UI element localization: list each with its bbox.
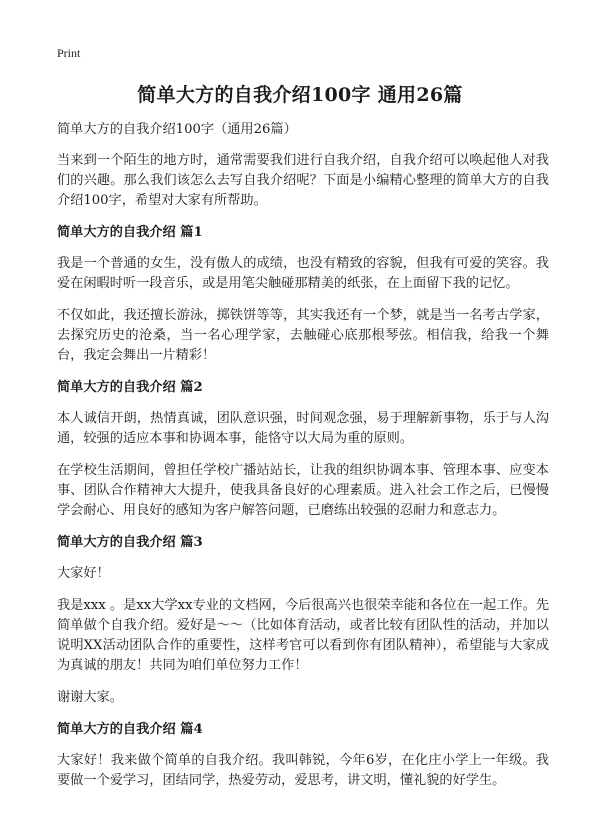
section-heading: 简单大方的自我介绍 篇1 — [57, 225, 203, 240]
paragraph: 在学校生活期间，曾担任学校广播站站长，让我的组织协调本事、管理本事、应变本事、团队合作精神大大提升，使我具备良好的心理素质。进入社会工作之后，已慢慢学会耐心、用良好的感知为客户解答问题，已磨练出较强的忍耐力和意志力。 — [57, 463, 549, 518]
subtitle: 简单大方的自我介绍100字（通用26篇） — [57, 122, 297, 137]
section-heading: 简单大方的自我介绍 篇4 — [57, 722, 203, 737]
paragraph: 谢谢大家。 — [57, 690, 123, 705]
section-heading: 简单大方的自我介绍 篇2 — [57, 380, 203, 395]
print-link[interactable]: Print — [57, 46, 81, 60]
section-1 — [57, 223, 549, 366]
paragraph: 大家好！ — [57, 566, 110, 581]
intro-paragraph: 当来到一个陌生的地方时，通常需要我们进行自我介绍，自我介绍可以唤起他人对我们的兴趣。那么我们该怎么去写自我介绍呢？下面是小编精心整理的简单大方的自我介绍100字，希望对大家有所帮助。 — [57, 153, 549, 208]
section-4 — [57, 720, 549, 791]
paragraph: 本人诚信开朗，热情真诚，团队意识强，时间观念强，易于理解新事物，乐于与人沟通，较强的适应本事和协调本事，能恪守以大局为重的原则。 — [57, 411, 549, 446]
page-title: 简单大方的自我介绍100字 通用26篇 — [137, 84, 463, 106]
section-3 — [57, 533, 549, 708]
article-body — [57, 120, 549, 803]
section-2 — [57, 378, 549, 521]
section-heading: 简单大方的自我介绍 篇3 — [57, 535, 203, 550]
paragraph: 我是xxx 。是xx大学xx专业的文档网，今后很高兴也很荣幸能和各位在一起工作。先简单做个自我介绍。爱好是～～（比如体育活动，或者比较有团队性的活动，并加以说明XX活动团队合作的重要性，这样考官可以看到你有团队精神），希望能与大家成为真诚的朋友！共同为咱们单位努力工作！ — [57, 598, 549, 673]
paragraph: 不仅如此，我还擅长游泳，掷铁饼等等，其实我还有一个梦，就是当一名考古学家，去探究历史的沧桑，当一名心理学家，去触碰心底那根琴弦。相信我，给我一个舞台，我定会舞出一片精彩！ — [57, 308, 549, 363]
paragraph: 大家好！我来做个简单的自我介绍。我叫韩锐，今年6岁，在化庄小学上一年级。我要做一个爱学习，团结同学，热爱劳动，爱思考，讲文明，懂礼貌的好学生。 — [57, 753, 549, 788]
paragraph: 我是一个普通的女生，没有傲人的成绩，也没有精致的容貌，但我有可爱的笑容。我爱在闲暇时听一段音乐，或是用笔尖触碰那精美的纸张，在上面留下我的记忆。 — [57, 256, 549, 291]
